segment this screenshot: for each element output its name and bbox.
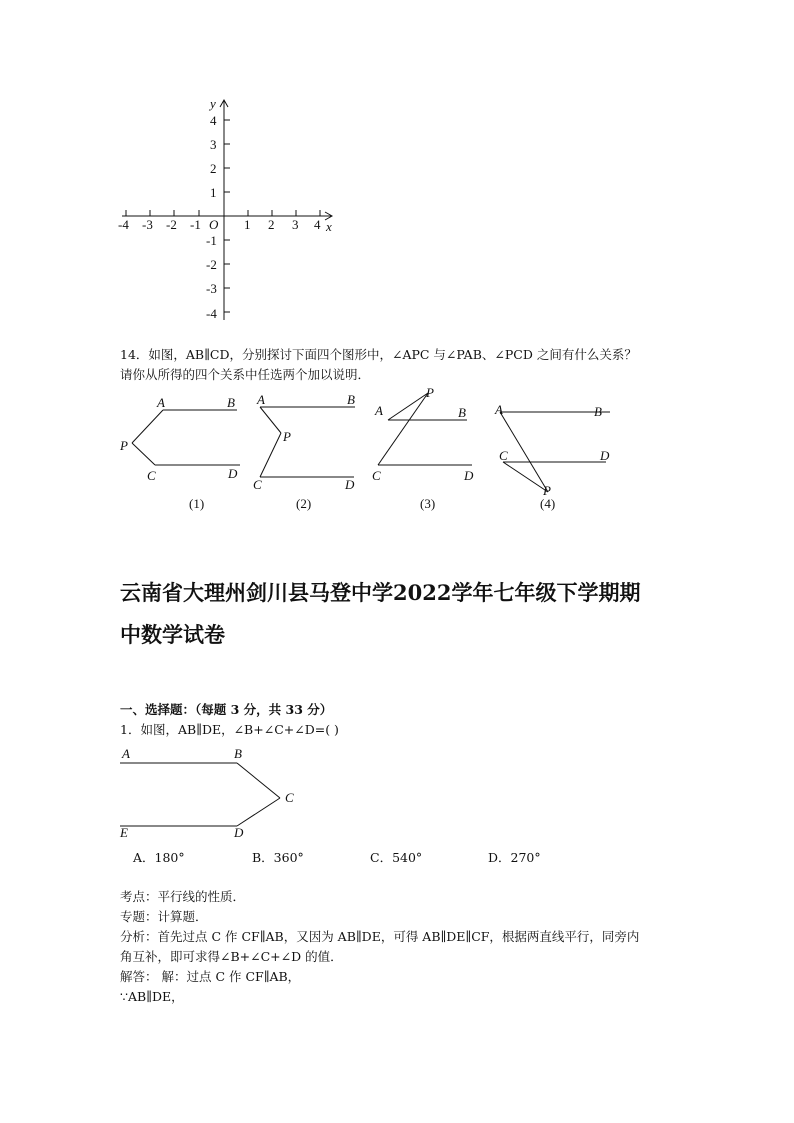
fig4-label-D: D bbox=[600, 448, 610, 463]
x-tick-label: 2 bbox=[268, 217, 275, 232]
x-tick-label: -2 bbox=[166, 217, 177, 232]
q1-label-E: E bbox=[120, 825, 128, 840]
x-tick-label: -3 bbox=[142, 217, 153, 232]
solution-kaodian: 考点：平行线的性质． bbox=[120, 889, 246, 904]
question-14-text bbox=[120, 345, 680, 385]
y-tick-label: 4 bbox=[210, 113, 217, 128]
y-axis-label: y bbox=[210, 96, 216, 111]
fig3-label-A: A bbox=[375, 403, 383, 418]
fig3-label-P: P bbox=[426, 385, 434, 400]
solution-jieda: 解答： 解：过点 C 作 CF∥AB， bbox=[120, 969, 301, 984]
fig1-label-B: B bbox=[227, 395, 235, 410]
fig4-label-C: C bbox=[499, 448, 508, 463]
q1-label-D: D bbox=[234, 825, 244, 840]
y-tick-label: 2 bbox=[210, 161, 217, 176]
option-b[interactable]: B．360° bbox=[252, 850, 304, 865]
x-tick-label: -4 bbox=[118, 217, 129, 232]
origin-label: O bbox=[209, 217, 219, 232]
q1-label-A: A bbox=[122, 746, 130, 761]
option-d[interactable]: D．270° bbox=[488, 850, 541, 865]
option-a[interactable]: A．180° bbox=[133, 850, 185, 865]
solution-block bbox=[120, 887, 690, 1007]
fig2-caption: (2) bbox=[296, 496, 312, 511]
fig2-label-B: B bbox=[347, 392, 355, 407]
y-tick-label: -1 bbox=[206, 233, 217, 248]
question-14-line2: 请你从所得的四个关系中任选两个加以说明． bbox=[120, 367, 371, 382]
question-14-line1: 14．如图，AB∥CD，分别探讨下面四个图形中，∠APC 与∠PAB、∠PCD 之间有什么关系？ bbox=[120, 347, 637, 362]
x-tick-label: 4 bbox=[314, 217, 321, 232]
y-tick-label: -3 bbox=[206, 281, 217, 296]
exam-title-line1: 云南省大理州剑川县马登中学2022学年七年级下学期期 bbox=[120, 580, 641, 605]
question-1-text: 1．如图，AB∥DE，∠B+∠C+∠D=( ) bbox=[120, 722, 339, 737]
fig1-label-C: C bbox=[147, 468, 156, 483]
fig1-label-D: D bbox=[228, 466, 238, 481]
coordinate-plane bbox=[110, 92, 350, 332]
fig3-caption: (3) bbox=[420, 496, 436, 511]
fig1-label-P: P bbox=[120, 438, 128, 453]
y-tick-label: -4 bbox=[206, 306, 217, 321]
fig4-label-P: P bbox=[543, 483, 551, 498]
fig2-label-D: D bbox=[345, 477, 355, 492]
fig3-label-D: D bbox=[464, 468, 474, 483]
y-tick-label: 1 bbox=[210, 185, 217, 200]
fig4-caption: (4) bbox=[540, 496, 556, 511]
solution-fenxi-line1: 分析：首先过点 C 作 CF∥AB，又因为 AB∥DE，可得 AB∥DE∥CF，根据两直线平行，同旁内 bbox=[120, 929, 640, 944]
y-tick-label: -2 bbox=[206, 257, 217, 272]
fig3-label-C: C bbox=[372, 468, 381, 483]
x-axis-label: x bbox=[326, 219, 332, 234]
fig2-label-P: P bbox=[283, 429, 291, 444]
fig4-label-B: B bbox=[594, 404, 602, 419]
fig1-label-A: A bbox=[157, 395, 165, 410]
q1-label-B: B bbox=[234, 746, 242, 761]
q1-label-C: C bbox=[285, 790, 294, 805]
fig1-caption: (1) bbox=[189, 496, 205, 511]
option-c[interactable]: C．540° bbox=[370, 850, 423, 865]
fig3-label-B: B bbox=[458, 405, 466, 420]
fig2-label-C: C bbox=[253, 477, 262, 492]
fig4-label-A: A bbox=[495, 402, 503, 417]
solution-fenxi-line2: 角互补，即可求得∠B+∠C+∠D 的值． bbox=[120, 949, 343, 964]
question-1-figure bbox=[110, 740, 320, 840]
exam-title bbox=[120, 572, 720, 656]
exam-title-line2: 中数学试卷 bbox=[120, 622, 225, 647]
question-14-figures bbox=[110, 385, 620, 520]
solution-zhuanti: 专题：计算题． bbox=[120, 909, 208, 924]
section-heading: 一、选择题：（每题 3 分，共 33 分） bbox=[120, 702, 333, 717]
x-tick-label: 3 bbox=[292, 217, 299, 232]
fig2-label-A: A bbox=[257, 392, 265, 407]
x-tick-label: -1 bbox=[190, 217, 201, 232]
solution-since: ∵AB∥DE， bbox=[120, 989, 184, 1004]
x-tick-label: 1 bbox=[244, 217, 251, 232]
y-tick-label: 3 bbox=[210, 137, 217, 152]
